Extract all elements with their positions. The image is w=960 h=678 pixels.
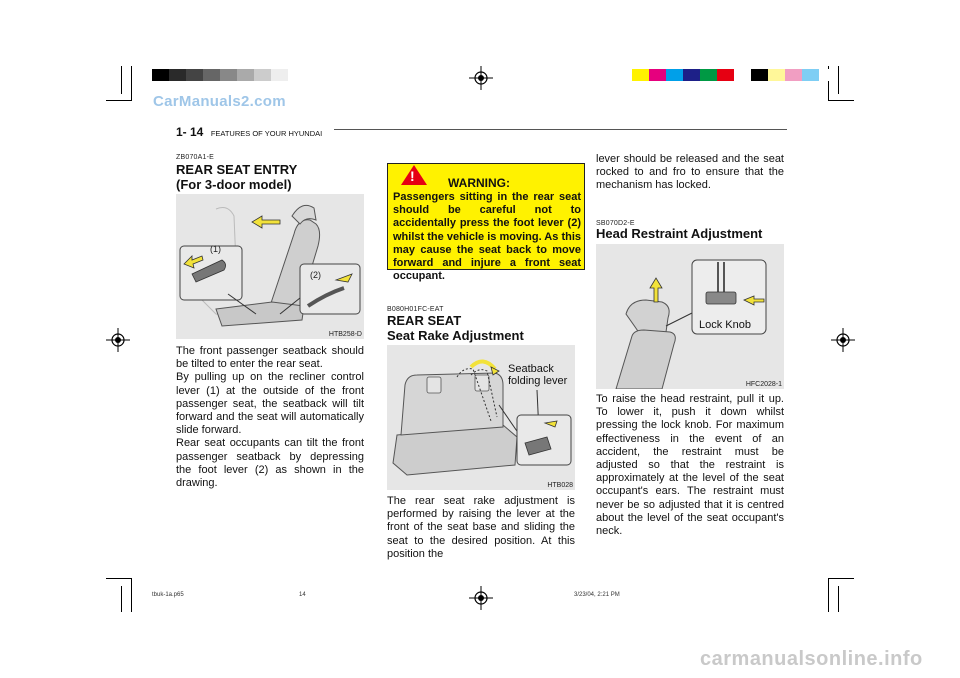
paragraph: The front passenger seatback should be tilted to enter the rear seat.	[176, 345, 364, 371]
footer-date: 3/23/04, 2:21 PM	[574, 592, 620, 598]
color-bar-right	[632, 69, 836, 81]
section3-body: To raise the head restraint, pull it up. To lower it, push it down whilst pressing the lock knob. For maximum effectiveness in the event of an accident, the restraint must be adjusted so that the restraint is approximately at the level of the seat occupant's ears. The restraint must never be so adjusted that it is centred about the level of the seat occupant's neck.	[596, 393, 784, 538]
head-restraint-illustration	[596, 244, 784, 389]
paragraph: Rear seat occupants can tilt the front passenger seatback by depressing the foot lever (2) as shown in the drawing.	[176, 437, 364, 490]
color-swatch	[734, 69, 751, 81]
continuation-text: lever should be released and the seat rocked to and fro to ensure that the mechanism has locked.	[596, 153, 784, 192]
page-header	[176, 123, 322, 141]
figure-code: HTB258-D	[328, 331, 362, 338]
seat-recliner-illustration	[176, 194, 364, 339]
figure-label-1: (1)	[210, 244, 221, 254]
figure-label-seatback-lever: Seatback folding lever	[508, 363, 568, 387]
color-swatch	[186, 69, 203, 81]
warning-box	[387, 163, 585, 283]
figure-label-2: (2)	[310, 270, 321, 280]
figure-rear-seat	[387, 345, 575, 490]
color-swatch	[220, 69, 237, 81]
section-title-head-restraint: Head Restraint Adjustment	[596, 226, 763, 241]
color-swatch	[700, 69, 717, 81]
figure-code: HTB028	[547, 482, 573, 489]
watermark-bottom[interactable]: carmanualsonline.info	[700, 648, 923, 670]
color-swatch	[751, 69, 768, 81]
color-swatch	[785, 69, 802, 81]
warning-symbol: !	[410, 168, 415, 184]
color-swatch	[271, 69, 288, 81]
color-swatch	[254, 69, 271, 81]
color-swatch	[152, 69, 169, 81]
section-code: B080H01FC-EAT	[387, 306, 444, 313]
registration-target-icon	[469, 66, 493, 90]
registration-target-icon	[106, 328, 130, 352]
color-swatch	[768, 69, 785, 81]
color-swatch	[819, 69, 836, 81]
color-swatch	[237, 69, 254, 81]
color-swatch	[203, 69, 220, 81]
page-number: 1- 14	[176, 125, 204, 139]
section-title-rear-seat-entry: REAR SEAT ENTRY (For 3-door model)	[176, 162, 298, 192]
section1-body	[176, 345, 364, 490]
warning-text: Passengers sitting in the rear seat should be careful not to accidentally press the foot lever (2) whilst the vehicle is moving. As this may cause the seat back to move forward and injure a front seat occupant.	[393, 191, 581, 283]
color-swatch	[802, 69, 819, 81]
figure-code: HFC2028-1	[745, 381, 782, 388]
footer-file: tbuk-1a.p65	[152, 592, 184, 598]
color-swatch	[649, 69, 666, 81]
color-swatch	[683, 69, 700, 81]
warning-title: WARNING:	[448, 176, 510, 190]
color-swatch	[632, 69, 649, 81]
registration-target-icon	[469, 586, 493, 610]
header-rule	[334, 129, 787, 130]
color-swatch	[169, 69, 186, 81]
color-bar-left	[152, 69, 288, 81]
paragraph: By pulling up on the recliner control lever (1) at the outside of the front passenger seat, the seatback will tilt forward and the seat will automatically slide forward.	[176, 371, 364, 437]
figure-seat-recliner	[176, 194, 364, 339]
figure-head-restraint	[596, 244, 784, 389]
footer-page: 14	[299, 592, 306, 598]
section-code: ZB070A1-E	[176, 154, 214, 161]
color-swatch	[717, 69, 734, 81]
color-swatch	[666, 69, 683, 81]
section-code: SB070D2-E	[596, 220, 635, 227]
section2-body: The rear seat rake adjustment is performed by raising the lever at the front of the seat base and sliding the seat to the desired position. At this position the	[387, 495, 575, 560]
watermark-top[interactable]: CarManuals2.com	[153, 93, 286, 110]
figure-label-lock-knob: Lock Knob	[699, 319, 751, 331]
section-title-rear-seat: REAR SEAT Seat Rake Adjustment	[387, 313, 524, 343]
section-title: FEATURES OF YOUR HYUNDAI	[210, 129, 323, 138]
registration-target-icon	[831, 328, 855, 352]
